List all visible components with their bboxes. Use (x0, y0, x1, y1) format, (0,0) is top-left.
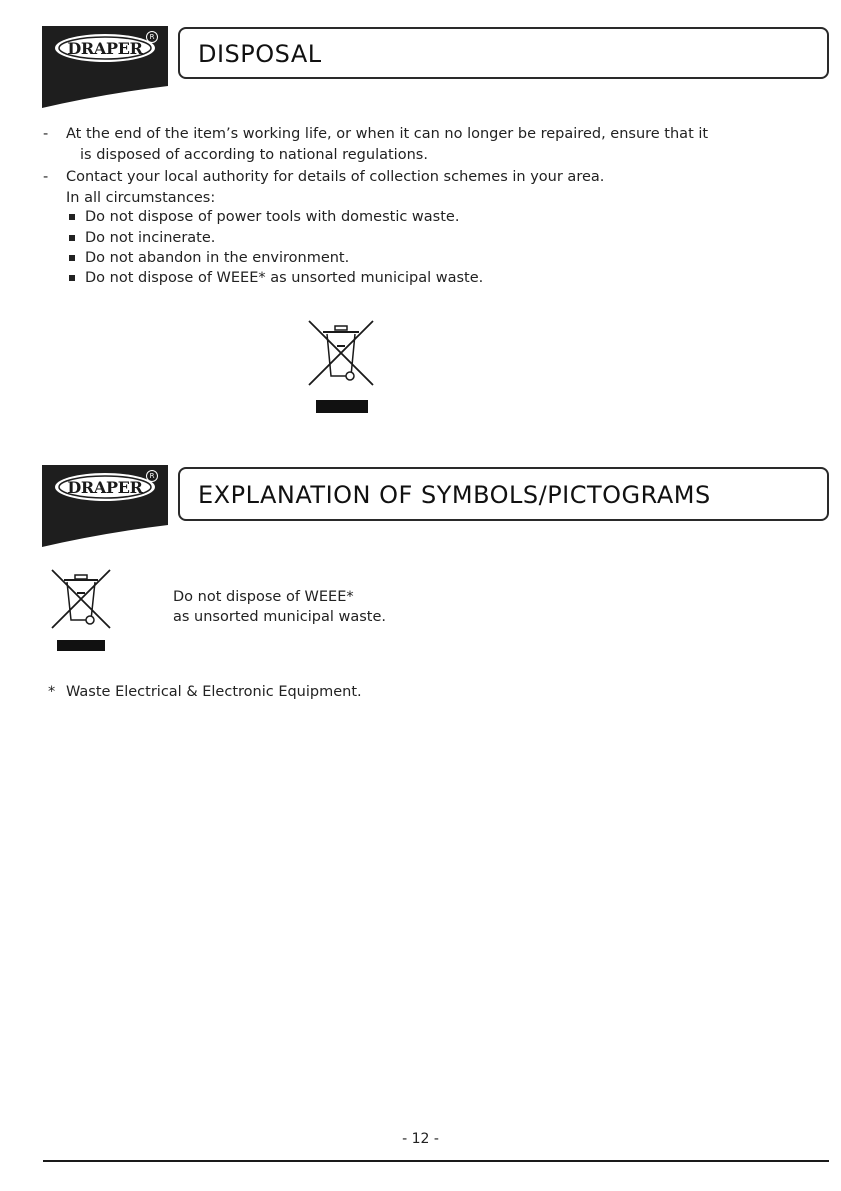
draper-logo (42, 465, 168, 547)
section-title-box (178, 27, 829, 79)
footnote-marker: * (48, 684, 56, 700)
bullet-icon (69, 275, 75, 281)
circumstances-label: In all circumstances: (66, 190, 216, 206)
bullet-item: Do not dispose of power tools with domestic waste. (85, 209, 460, 225)
registered-mark: R (146, 470, 158, 482)
list-item: Contact your local authority for details of collection schemes in your area. (66, 169, 605, 185)
section-title: EXPLANATION OF SYMBOLS/PICTOGRAMS (198, 481, 711, 509)
list-item: At the end of the item’s working life, or when it can no longer be repaired, ensure that it (66, 126, 709, 142)
symbol-description-continuation: as unsorted municipal waste. (173, 609, 387, 625)
bullet-item: Do not dispose of WEEE* as unsorted municipal waste. (85, 270, 484, 286)
registered-mark: R (146, 31, 158, 43)
logo-wordmark: DRAPER (67, 39, 143, 58)
bullet-icon (69, 255, 75, 261)
dash-marker: - (43, 169, 49, 185)
symbols-header (0, 465, 841, 555)
disposal-header (0, 26, 841, 116)
page-number: - 12 - (402, 1131, 439, 1147)
weee-crossed-bin-icon (305, 318, 377, 418)
dash-marker: - (43, 126, 49, 142)
footnote: Waste Electrical & Electronic Equipment. (66, 684, 362, 700)
bullet-item: Do not abandon in the environment. (85, 250, 350, 266)
section-title: DISPOSAL (198, 40, 322, 68)
bullet-item: Do not incinerate. (85, 230, 216, 246)
bullet-icon (69, 214, 75, 220)
footer-divider (43, 1160, 829, 1162)
list-item-continuation: is disposed of according to national regulations. (80, 147, 428, 163)
weee-crossed-bin-icon (48, 566, 114, 660)
logo-wordmark: DRAPER (67, 478, 143, 497)
bullet-icon (69, 235, 75, 241)
symbol-description: Do not dispose of WEEE* (173, 589, 354, 605)
draper-logo (42, 26, 168, 108)
section-title-box (178, 467, 829, 521)
